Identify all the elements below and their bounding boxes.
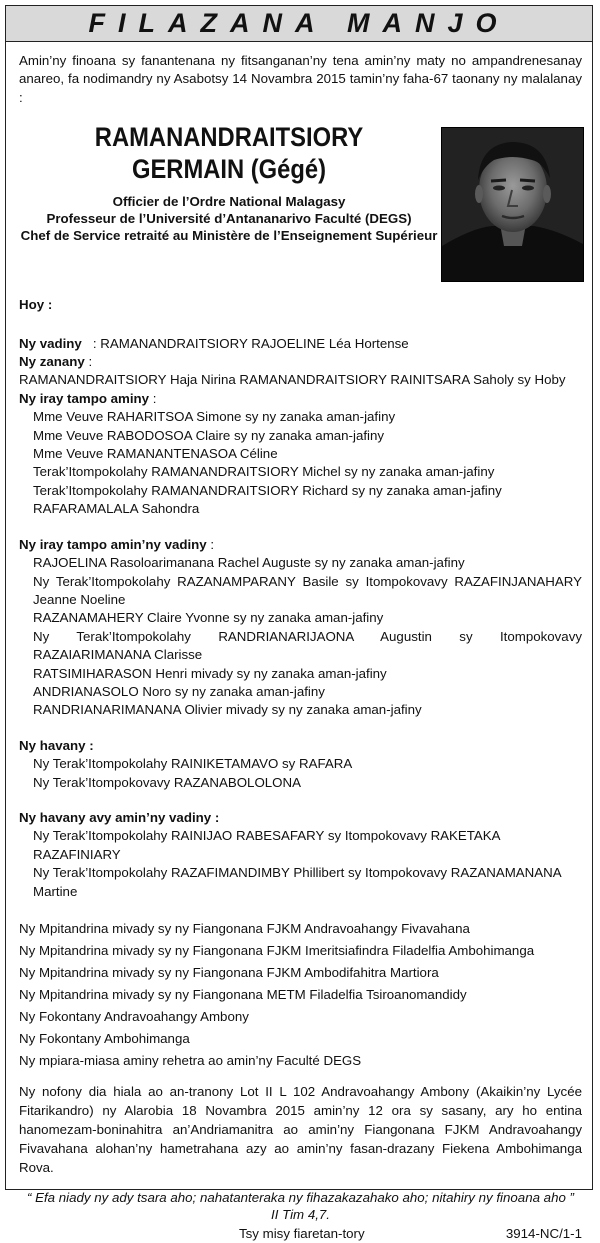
list-item: Ny Fokontany Andravoahangy Ambony — [19, 1009, 249, 1024]
list-item: ANDRIANASOLO Noro sy ny zanaka aman-jafiny — [33, 683, 325, 699]
iray-tampo-vadiny-heading — [19, 536, 582, 554]
list-item: Ny Mpitandrina mivady sy ny Fiangonana FJKM Ambodifahitra Martiora — [19, 965, 439, 980]
iray-tampo-colon: : — [149, 390, 157, 406]
deceased-titles — [19, 193, 439, 244]
footer-note: Tsy misy fiaretan-tory — [239, 1226, 365, 1241]
list-item: Ny Terak’Itompokolahy RANDRIANARIJAONA Augustin sy Itompokovavy RAZAIARIMANANA Clarisse — [33, 628, 582, 663]
others-list — [19, 918, 582, 1072]
iray-tampo-vadiny-colon: : — [206, 536, 215, 552]
notice-body — [19, 52, 582, 1243]
scripture-quote — [19, 1189, 582, 1223]
list-item: RANDRIANARIMANANA Olivier mivady sy ny zanaka aman-jafiny — [33, 702, 422, 718]
deceased-name-box — [19, 121, 439, 244]
list-item: Ny mpiara-miasa aminy rehetra ao amin’ny Faculté DEGS — [19, 1053, 362, 1068]
list-item: Ny Mpitandrina mivady sy ny Fiangonana FJKM Andravoahangy Fivavahana — [19, 921, 470, 936]
footer-code: 3914-NC/1-1 — [505, 1226, 582, 1241]
list-item: Ny Terak’Itompokolahy RAZAFIMANDIMBY Phillibert sy Itompokovavy RAZANAMANANA Martine — [33, 865, 561, 899]
list-item: Ny Terak’Itompokolahy RAINIJAO RABESAFARY sy Itompokovavy RAKETAKA RAZAFINIARY — [33, 828, 500, 862]
havany-vadiny-list — [19, 827, 582, 901]
quote-text: “ Efa niady ny ady tsara aho; nahatanteraka ny fihazakazahako aho; nitahiry ny finoana aho ” — [26, 1190, 574, 1205]
deceased-block — [19, 115, 582, 300]
quote-reference: II Tim 4,7. — [271, 1207, 330, 1222]
deceased-surname: RAMANANDRAITSIORY — [94, 122, 364, 153]
list-item: Mme Veuve RABODOSOA Claire sy ny zanaka aman-jafiny — [33, 427, 385, 443]
havany-label: Ny havany : — [19, 737, 94, 753]
list-item: Mme Veuve RAMANANTENASOA Céline — [33, 446, 278, 462]
vadiny-value: : RAMANANDRAITSIORY RAJOELINE Léa Hortense — [92, 335, 409, 351]
list-item: Ny Terak’Itompokovavy RAZANABOLOLONA — [33, 774, 301, 790]
iray-tampo-label: Ny iray tampo aminy — [19, 390, 150, 406]
list-item: RAZANAMAHERY Claire Yvonne sy ny zanaka aman-jafiny — [33, 610, 384, 626]
list-item: Ny Terak’Itompokolahy RAINIKETAMAVO sy RAFARA — [33, 756, 353, 772]
list-item: Mme Veuve RAHARITSOA Simone sy ny zanaka aman-jafiny — [33, 409, 396, 425]
list-item: Ny Mpitandrina mivady sy ny Fiangonana FJKM Imeritsiafindra Filadelfia Ambohimanga — [19, 943, 535, 958]
zanany-label: Ny zanany — [19, 354, 85, 370]
list-item: Terak’Itompokolahy RAMANANDRAITSIORY Michel sy ny zanaka aman-jafiny — [33, 464, 495, 480]
list-item: RATSIMIHARASON Henri mivady sy ny zanaka aman-jafiny — [33, 665, 387, 681]
deceased-title: Chef de Service retraité au Ministère de l’Enseignement Supérieur — [20, 228, 438, 244]
havany-vadiny-label: Ny havany avy amin’ny vadiny : — [19, 809, 220, 825]
list-item: Terak’Itompokolahy RAMANANDRAITSIORY Richard sy ny zanaka aman-jafiny — [33, 482, 502, 498]
deceased-title: Officier de l’Ordre National Malagasy — [112, 194, 346, 210]
notice-header — [5, 5, 593, 42]
funeral-details: Ny nofony dia hiala ao an-tranony Lot II L 102 Andravoahangy Ambony (Akaikin’ny Lycée Fitarikandro) ny Alarobia 18 Novambra 2015 amin’ny 12 ora sy sasany, ary ho entina hanomezam-boninahitra an’Andriamanitra ao amin’ny Fiangonana FJKM Andravoahangy Fivavahana alohan’ny hametrahana azy ao amin’ny fasan-drazany Fiekena Ambohimanga Rova. — [19, 1084, 582, 1175]
deceased-title: Professeur de l’Université d’Antananarivo Faculté (DEGS) — [46, 211, 412, 227]
notice-title: FILAZANA MANJO — [88, 8, 510, 38]
iray-tampo-heading — [19, 390, 582, 408]
hoy-label: Hoy : — [19, 297, 53, 313]
zanany-colon: : — [84, 354, 93, 370]
footer — [19, 1225, 582, 1243]
iray-tampo-list — [19, 408, 582, 518]
deceased-portrait-photo — [441, 127, 584, 282]
zanany-value: RAMANANDRAITSIORY Haja Nirina RAMANANDRAITSIORY RAINITSARA Saholy sy Hoby — [19, 372, 566, 388]
iray-tampo-vadiny-label: Ny iray tampo amin’ny vadiny — [19, 536, 207, 552]
intro-text: Amin’ny finoana sy fanantenana ny fitsanganan’ny tena amin’ny maty no ampandrenesanay anareo, fa nodimandry ny Asabotsy 14 Novambra 2015 tamin’ny faha-67 taonany ny malalanay : — [19, 53, 582, 105]
vadiny-line — [19, 335, 582, 353]
deceased-firstname: GERMAIN (Gégé) — [131, 154, 327, 185]
list-item: Ny Mpitandrina mivady sy ny Fiangonana METM Filadelfia Tsiroanomandidy — [19, 987, 467, 1002]
list-item: RAFARAMALALA Sahondra — [33, 501, 200, 517]
iray-tampo-vadiny-list — [19, 554, 582, 720]
list-item: Ny Fokontany Ambohimanga — [19, 1031, 190, 1046]
list-item: RAJOELINA Rasoloarimanana Rachel Auguste sy ny zanaka aman-jafiny — [33, 555, 465, 571]
havany-list — [19, 755, 582, 792]
vadiny-label: Ny vadiny — [19, 335, 82, 351]
list-item: Ny Terak’Itompokolahy RAZANAMPARANY Basile sy Itompokovavy RAZAFINJANAHARY Jeanne Noeline — [33, 573, 582, 607]
zanany-line — [19, 353, 582, 371]
